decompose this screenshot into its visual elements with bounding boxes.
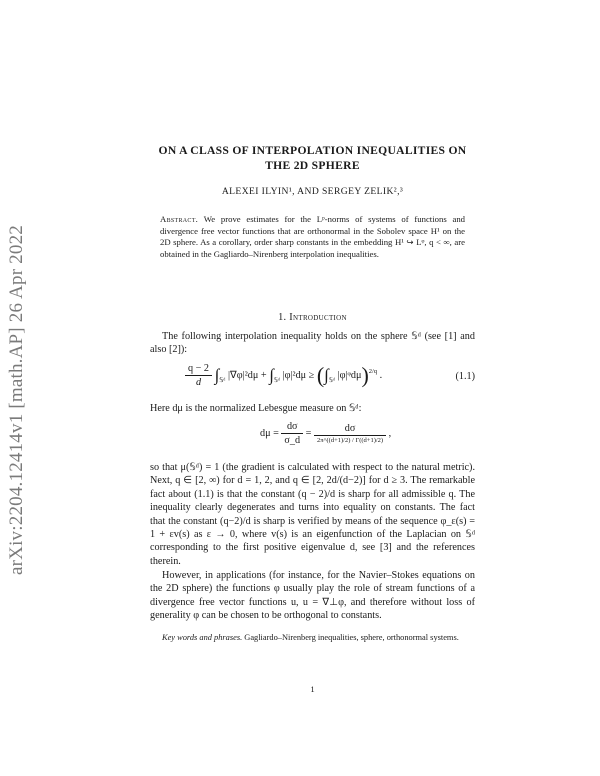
arxiv-stamp: arXiv:2204.12414v1 [math.AP] 26 Apr 2022	[6, 225, 27, 575]
intro-paragraph-2: Here dμ is the normalized Lebesgue measure on 𝕊ᵈ:	[150, 403, 362, 414]
footnote-label: Key words and phrases.	[162, 633, 243, 642]
equation-number: (1.1)	[455, 371, 475, 382]
eq1-term1: |∇φ|²dμ +	[227, 369, 267, 381]
abstract	[160, 214, 465, 260]
eq1-term2: |φ|²dμ ≥	[282, 369, 315, 381]
abstract-label: Abstract.	[160, 214, 199, 224]
eq2-fraction-1: $\frac{d\sigma}{\sigma\_d}$	[281, 420, 303, 447]
equation-1-1: $\frac{q - 2}{d}$ $\int_{𝕊ᵈ}$ $|\nabla\varphi|^2d\mu + \int_{𝕊ᵈ}$ $|\varphi|^2d\mu \ge (\int_{𝕊ᵈ}$ |φ|ᵠdμ)$^{2/q}$ . (1.1)	[150, 362, 475, 396]
abstract-text: We prove estimates for the Lᵖ-norms of systems of functions and divergence free vector functions that are orthonormal in the Sobolev space H¹ on the 2D sphere. As a corollary, order sharp constants in the embedding H¹ ↪ Lᵠ, q < ∞, are obtained in the Gagliardo–Nirenberg interpolation inequalities.	[160, 214, 466, 259]
footnote	[150, 632, 475, 643]
intro-paragraph-4: However, in applications (for instance, for the Navier–Stokes equations on the 2D sphere) the functions φ usually play the role of stream functions of a divergence free vector functions u, u = ∇⊥φ, and therefore without loss of generality φ can be chosen to be orthogonal to constants.	[150, 570, 475, 622]
eq1-power: 2/q	[368, 367, 378, 375]
eq2-fraction-2: $\frac{d\sigma}{2\pi\^{}((d+1)/2) / \Gamma((d+1)/2)}$	[314, 422, 386, 445]
page-number: 1	[310, 684, 315, 694]
paper-title	[150, 143, 475, 173]
section-heading: 1. Introduction	[278, 312, 347, 323]
footnote-text: Gagliardo–Nirenberg inequalities, sphere, orthonormal systems.	[244, 633, 459, 642]
eq1-fraction: $\frac{q - 2}{d}$	[185, 362, 212, 389]
title-line-2: THE 2D SPHERE	[265, 159, 360, 172]
authors: ALEXEI ILYIN¹, AND SERGEY ZELIK²,³	[221, 186, 404, 197]
intro-paragraph-3: so that μ(𝕊ᵈ) = 1 (the gradient is calculated with respect to the natural metric). Next, q ∈ [2, ∞) for d = 1, 2, and q ∈ [2, 2d/(d−2)] for d ≥ 3. The remarkable fact about (1.1) is that the constant (q − 2)/d is sharp for all admissible q. The inequality clearly degenerates and turns into equality on constants. The fact that the constant (q−2)/d is sharp is verified by means of the sequence φ_ε(s) = 1 + εv(s) as ε → 0, where v(s) is an eigenfunction of the Laplacian on 𝕊ᵈ corresponding to the first positive eigenvalue d, see [3] and the references therein.	[150, 462, 475, 567]
intro-paragraph-1: The following interpolation inequality holds on the sphere 𝕊ᵈ (see [1] and also [2]):	[150, 331, 475, 356]
title-line-1: ON A CLASS OF INTERPOLATION INEQUALITIES ON	[158, 144, 467, 157]
equation-2: dμ = $\frac{d\sigma}{\sigma\_d}$ = $\frac{d\sigma}{2\pi\^{}((d+1)/2) / \Gamma((d+1)/2)}$ ,	[260, 421, 392, 446]
eq1-term3: |φ|ᵠdμ	[337, 369, 362, 381]
